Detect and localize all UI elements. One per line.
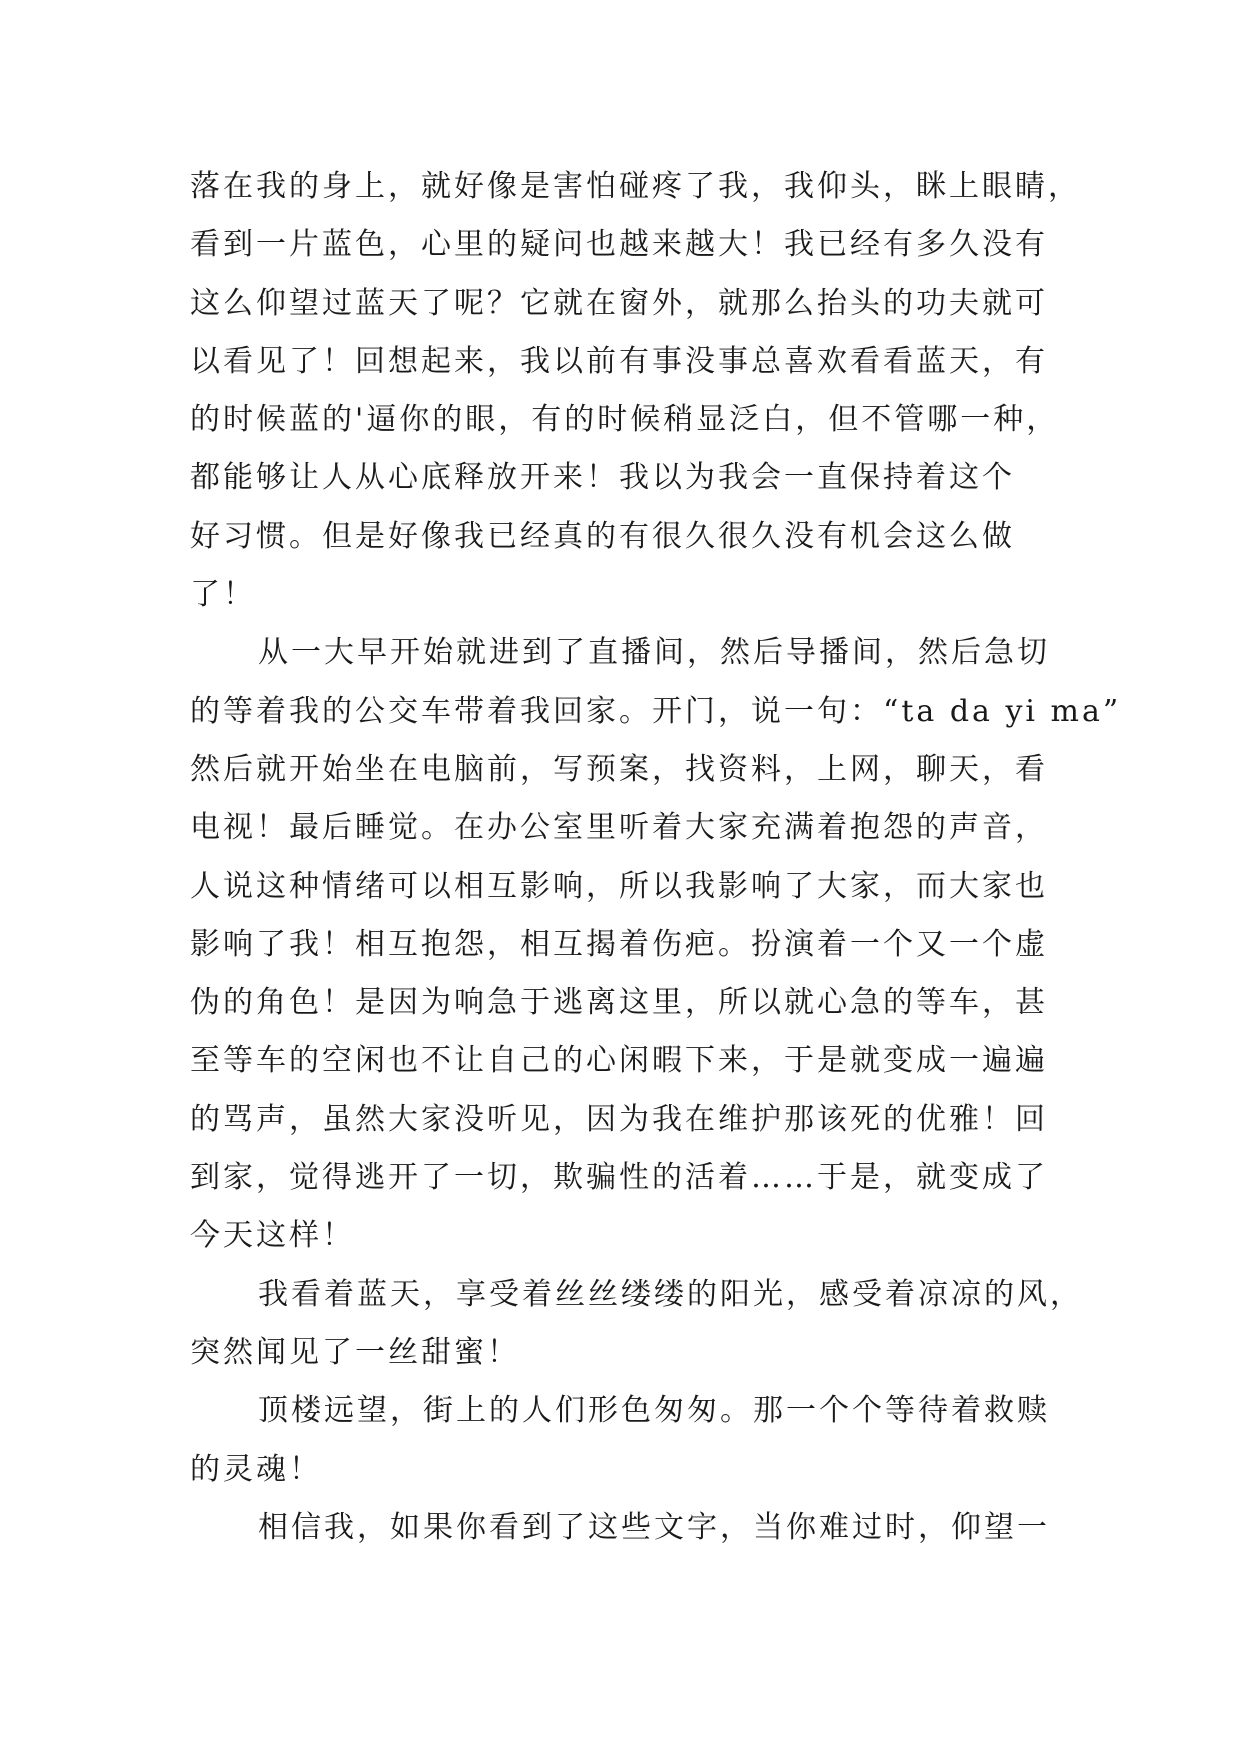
paragraph-2-line-8: 至等车的空闲也不让自己的心闲暇下来，于是就变成一遍遍 (190, 1043, 1048, 1079)
paragraph-4-line-1: 顶楼远望，街上的人们形色匆匆。那一个个等待着救赎 (258, 1393, 1050, 1429)
paragraph-2-line-11: 今天这样！ (190, 1218, 355, 1254)
document-body (190, 158, 1122, 1557)
paragraph-1-line-5: 的时候蓝的'逼你的眼，有的时候稍显泛白，但不管哪一种， (190, 402, 1060, 438)
paragraph-4-line-2: 的灵魂！ (190, 1451, 322, 1487)
paragraph-2-line-4: 电视！最后睡觉。在办公室里听着大家充满着抱怨的声音， (190, 810, 1048, 846)
paragraph-2-line-2: 的等着我的公交车带着我回家。开门，说一句：“ta da yi ma” (190, 693, 1122, 729)
paragraph-1-line-3: 这么仰望过蓝天了呢？它就在窗外，就那么抬头的功夫就可 (190, 285, 1048, 321)
paragraph-1-line-6: 都能够让人从心底释放开来！我以为我会一直保持着这个 (190, 460, 1015, 496)
paragraph-2-line-10: 到家，觉得逃开了一切，欺骗性的活着……于是，就变成了 (190, 1160, 1048, 1196)
paragraph-1-line-1: 落在我的身上，就好像是害怕碰疼了我，我仰头，眯上眼睛， (190, 169, 1081, 204)
paragraph-1-line-2: 看到一片蓝色，心里的疑问也越来越大！我已经有多久没有 (190, 227, 1048, 263)
paragraph-2-line-6: 影响了我！相互抱怨，相互揭着伤疤。扮演着一个又一个虚 (190, 926, 1048, 962)
paragraph-3-line-2: 突然闻见了一丝甜蜜！ (190, 1334, 520, 1370)
paragraph-3-line-1: 我看着蓝天，享受着丝丝缕缕的阳光，感受着凉凉的风， (258, 1276, 1083, 1312)
paragraph-1-line-8: 了！ (190, 577, 256, 613)
paragraph-2-line-5: 人说这种情绪可以相互影响，所以我影响了大家，而大家也 (190, 868, 1048, 904)
paragraph-5-line-1: 相信我，如果你看到了这些文字，当你难过时，仰望一 (258, 1509, 1050, 1545)
paragraph-2-line-9: 的骂声，虽然大家没听见，因为我在维护那该死的优雅！回 (190, 1101, 1048, 1137)
paragraph-2-line-1: 从一大早开始就进到了直播间，然后导播间，然后急切 (258, 635, 1050, 671)
paragraph-1-line-7: 好习惯。但是好像我已经真的有很久很久没有机会这么做 (190, 518, 1015, 554)
paragraph-1-line-4: 以看见了！回想起来，我以前有事没事总喜欢看看蓝天，有 (190, 343, 1048, 379)
paragraph-2-line-3: 然后就开始坐在电脑前，写预案，找资料，上网，聊天，看 (190, 751, 1048, 787)
paragraph-2-line-7: 伪的角色！是因为响急于逃离这里，所以就心急的等车，甚 (190, 985, 1048, 1021)
